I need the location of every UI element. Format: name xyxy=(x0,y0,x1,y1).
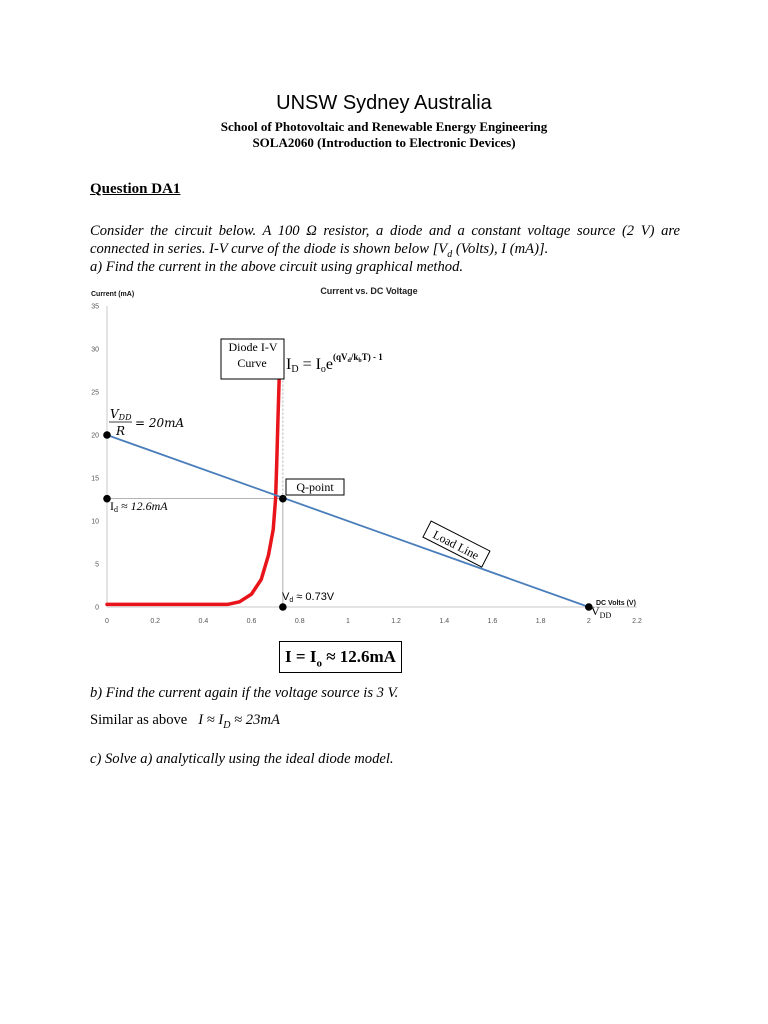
eq-exp-mid: /k xyxy=(350,352,359,362)
y-tick-label: 35 xyxy=(91,303,99,311)
eq-rhs: = I xyxy=(298,356,321,373)
x-tick-label: 1.6 xyxy=(487,618,498,625)
diode-equation xyxy=(286,352,383,375)
load-line xyxy=(107,435,589,607)
vd-label-end: ≈ 0.73V xyxy=(293,591,335,603)
diode-iv-curve xyxy=(107,340,281,604)
eq-main: I xyxy=(286,356,292,373)
x-tick-label: 1.2 xyxy=(391,618,401,625)
chart-title: Current vs. DC Voltage xyxy=(320,286,418,296)
part-b-answer: I ≈ I xyxy=(198,712,224,728)
result-end: ≈ 12.6mA xyxy=(321,647,396,666)
vdd-over-r-label xyxy=(109,407,185,438)
intro-line-2-sub: d xyxy=(447,248,453,260)
load-line-label: Load Line xyxy=(430,527,482,563)
document-title: UNSW Sydney Australia xyxy=(276,92,492,114)
vd-label-sub: d xyxy=(289,597,294,604)
id-label-end: ≈ 12.6mA xyxy=(118,499,168,513)
eq-rhs-sub: o xyxy=(320,364,326,375)
eq-e: e xyxy=(325,356,334,373)
vd-axis-point xyxy=(279,603,287,611)
part-b-answer-sub: D xyxy=(223,719,231,731)
chart-ylabel: Current (mA) xyxy=(91,291,135,298)
intro-line-1: Consider the circuit below. A 100 Ω resistor, a diode and a constant voltage source (2 V) are xyxy=(90,223,680,239)
vdd-axis-v: V xyxy=(591,604,600,618)
eq-exp-end: T) - 1 xyxy=(361,352,383,362)
y-tick-label: 15 xyxy=(91,475,99,483)
result-sub: o xyxy=(316,657,322,670)
part-b-answer-end: ≈ 23mA xyxy=(230,712,280,728)
x-tick-label: 0.2 xyxy=(150,618,161,625)
x-tick-label: 0 xyxy=(105,618,109,625)
part-b-answer-line xyxy=(90,711,680,735)
vdd-over-r-equals: = 20mA xyxy=(135,416,185,430)
id-label-sub: d xyxy=(114,505,118,514)
y-tick-labels xyxy=(91,304,99,612)
x-tick-label: 1.4 xyxy=(439,618,450,625)
y-tick-label: 0 xyxy=(95,604,99,612)
y-tick-label: 25 xyxy=(91,389,99,397)
part-b-answer-prefix: Similar as above xyxy=(90,712,188,728)
x-tick-label: 2 xyxy=(586,618,591,625)
q-point-dot xyxy=(279,495,287,503)
chart-marks xyxy=(103,340,592,610)
part-c: c) Solve a) analytically using the ideal diode model. xyxy=(90,751,394,767)
qpoint-label: Q-point xyxy=(296,480,334,494)
vd-label-v: V xyxy=(282,591,290,603)
question-heading: Question DA1 xyxy=(90,181,181,197)
result-box xyxy=(279,641,402,673)
id-label-i: I xyxy=(110,499,114,513)
course-name: SOLA2060 (Introduction to Electronic Devices) xyxy=(252,135,516,150)
eq-exp-sub2: b xyxy=(358,358,362,364)
x-tick-label: 0.6 xyxy=(246,618,257,625)
part-a: a) Find the current in the above circuit using graphical method. xyxy=(90,259,464,275)
x-tick-label: 1 xyxy=(345,618,350,625)
vdd-over-r-denominator: R xyxy=(116,424,126,438)
school-name: School of Photovoltaic and Renewable Energy Engineering xyxy=(220,119,548,134)
chart-xlabel: DC Volts (V) xyxy=(596,600,636,607)
intro-line-2-end: (Volts), I (mA)]. xyxy=(452,241,549,257)
diode-label-line1: Diode I-V xyxy=(228,340,278,354)
y-tick-label: 30 xyxy=(91,346,99,354)
vdd-axis-sub: DD xyxy=(599,611,612,620)
x-tick-labels xyxy=(105,618,642,625)
eq-exp: (qV xyxy=(333,352,348,362)
vdd-over-r-point xyxy=(103,431,111,439)
id-label xyxy=(110,499,168,514)
eq-exp-sub1: d xyxy=(347,358,351,364)
x-tick-label: 0.4 xyxy=(198,618,209,625)
diode-label-line2: Curve xyxy=(237,356,267,370)
result-text: I = I xyxy=(285,647,317,666)
part-b: b) Find the current again if the voltage source is 3 V. xyxy=(90,685,399,701)
x-tick-label: 0.8 xyxy=(294,618,305,625)
y-tick-label: 20 xyxy=(91,432,99,440)
eq-main-sub: D xyxy=(291,364,299,375)
vdd-num-sub: DD xyxy=(118,413,132,422)
x-tick-label: 2.2 xyxy=(632,618,642,625)
y-tick-label: 10 xyxy=(91,518,99,526)
vdd-num: V xyxy=(110,407,119,421)
vd-label xyxy=(282,591,335,604)
vdd-over-r-numerator xyxy=(110,407,132,422)
x-tick-label: 1.8 xyxy=(535,618,546,625)
y-tick-label: 5 xyxy=(95,561,99,569)
intro-line-2-text: connected in series. I-V curve of the diode is shown below [V xyxy=(90,241,448,257)
